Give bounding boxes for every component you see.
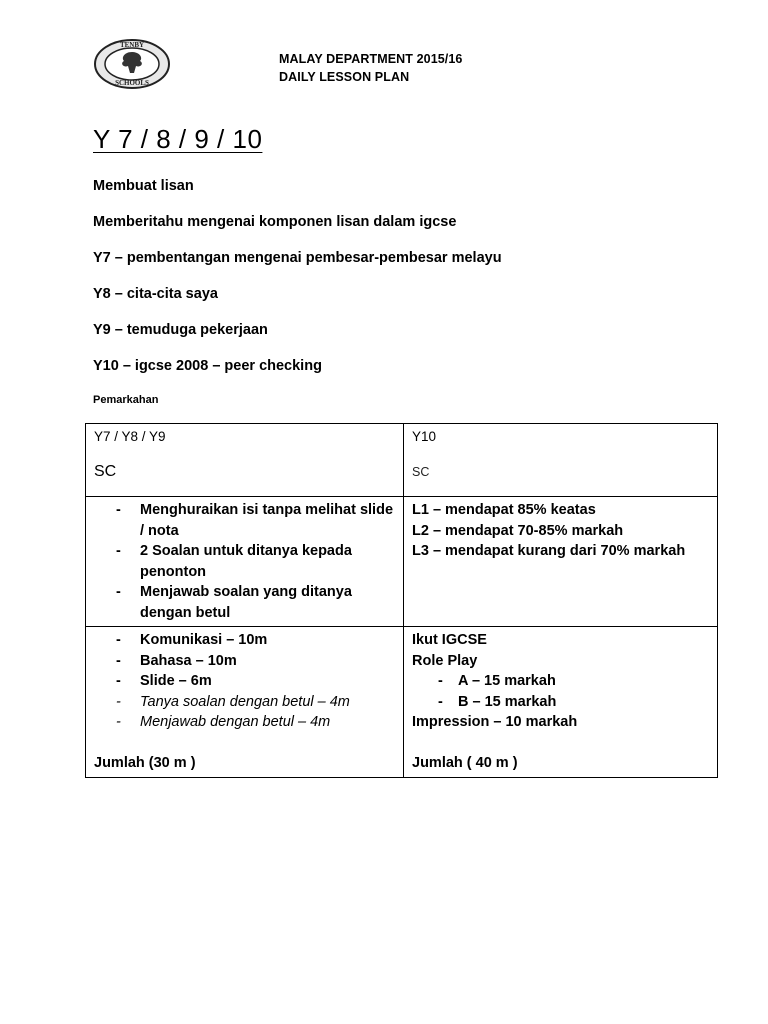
school-logo — [93, 38, 171, 90]
document-header — [279, 50, 462, 86]
list-item: - Slide – 6m — [94, 671, 396, 692]
objective-line: Memberitahu mengenai komponen lisan dalam igcse — [93, 214, 457, 230]
list-item: - Menjawab soalan yang ditanya dengan betul — [94, 582, 396, 623]
logo-bottom-text: SCHOOLS — [115, 79, 149, 87]
assessment-table — [85, 423, 718, 778]
year-groups-title: Y 7 / 8 / 9 / 10 — [93, 124, 263, 154]
plan-type-line: DAILY LESSON PLAN — [279, 70, 410, 84]
activity-line: Membuat lisan — [93, 178, 194, 194]
y9-task-line: Y9 – temuduga pekerjaan — [93, 322, 268, 338]
list-item: - Bahasa – 10m — [94, 651, 396, 672]
levels-cell-y10 — [404, 497, 718, 627]
list-item: - B – 15 markah — [412, 692, 710, 713]
y10-task-line: Y10 – igcse 2008 – peer checking — [93, 358, 322, 374]
impression-line: Impression – 10 markah — [412, 714, 578, 730]
col1-heading: Y7 / Y8 / Y9 — [94, 429, 166, 444]
logo-top-text: TENBY — [119, 41, 145, 49]
department-line: MALAY DEPARTMENT 2015/16 — [279, 52, 463, 66]
list-item: - Menjawab dengan betul – 4m — [94, 712, 396, 733]
header-cell-y10 — [404, 424, 718, 497]
list-item: - 2 Soalan untuk ditanya kepada penonton — [94, 541, 396, 582]
table-row — [86, 497, 718, 627]
table-header-row — [86, 424, 718, 497]
assessment-label: Pemarkahan — [93, 394, 159, 406]
list-item: - A – 15 markah — [412, 671, 710, 692]
list-item: - Menghuraikan isi tanpa melihat slide / nota — [94, 500, 396, 541]
list-item: - Tanya soalan dengan betul – 4m — [94, 692, 396, 713]
y7-task-line: Y7 – pembentangan mengenai pembesar-pembesar melayu — [93, 250, 502, 266]
col2-heading: Y10 — [412, 429, 437, 444]
table-row — [86, 627, 718, 778]
total-y10: Jumlah ( 40 m ) — [412, 755, 518, 771]
role-play-line: Role Play — [412, 652, 478, 669]
igcse-line: Ikut IGCSE — [412, 632, 487, 648]
y8-task-line: Y8 – cita-cita saya — [93, 286, 218, 302]
level-l2: L2 – mendapat 70-85% markah — [412, 522, 624, 539]
criteria-cell-y7-y9 — [86, 497, 404, 627]
header-cell-y7-y9 — [86, 424, 404, 497]
level-l1: L1 – mendapat 85% keatas — [412, 502, 596, 518]
level-l3: L3 – mendapat kurang dari 70% markah — [412, 543, 686, 559]
marks-cell-y10 — [404, 627, 718, 778]
col1-sc-label: SC — [94, 462, 117, 480]
col2-sc-label: SC — [412, 464, 430, 479]
marks-cell-y7-y9 — [86, 627, 404, 778]
total-y7-y9: Jumlah (30 m ) — [94, 755, 196, 771]
list-item: - Komunikasi – 10m — [94, 630, 396, 651]
